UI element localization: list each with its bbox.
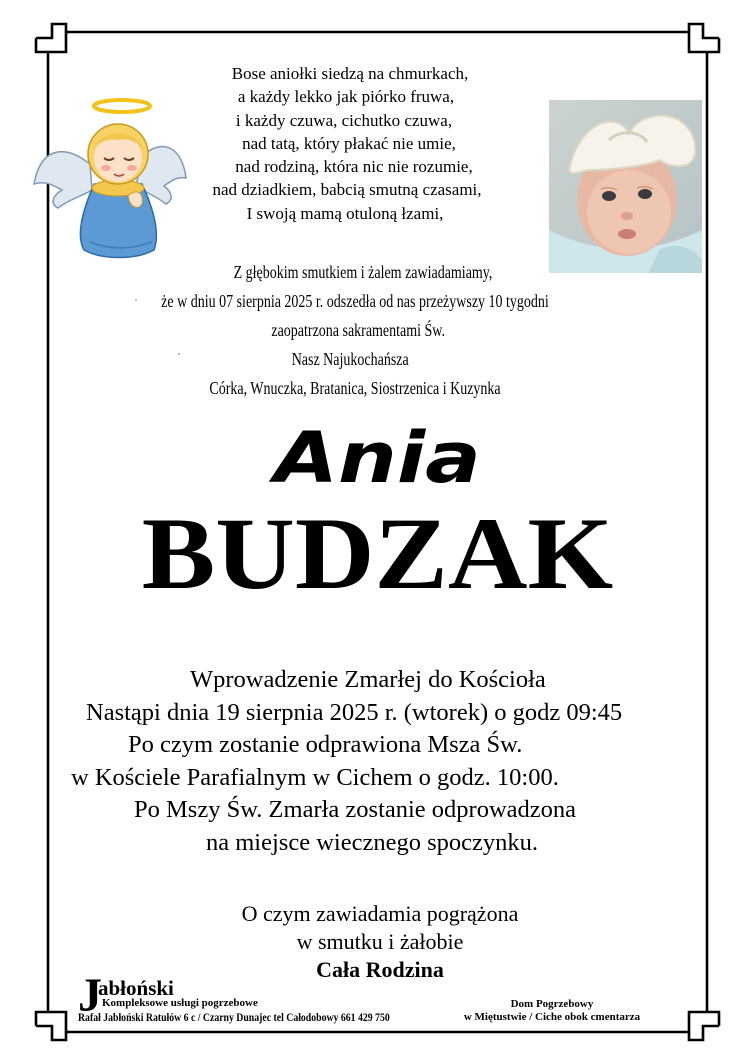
family-signature: Cała Rodzina	[316, 957, 444, 982]
funeral-details	[40, 664, 750, 860]
mortuary-name: Dom Pogrzebowy	[510, 998, 594, 1010]
poem-line: Bose aniołki siedzą na chmurkach,	[231, 64, 469, 83]
logo-name: abłoński	[98, 976, 174, 1000]
death-notice	[151, 258, 559, 403]
closing-section	[180, 900, 580, 984]
poem	[150, 62, 550, 225]
portrait-photo	[549, 100, 702, 273]
funeral-line: Nastąpi dnia 19 sierpnia 2025 r. (wtorek) o godz 09:45	[86, 698, 623, 726]
notice-line: Córka, Wnuczka, Bratanica, Siostrzenica i Kuzynka	[209, 378, 501, 398]
poem-line: nad dziadkiem, babcią smutną czasami,	[212, 180, 482, 200]
funeral-line: Po Mszy Św. Zmarła zostanie odprowadzona	[134, 796, 577, 824]
notice-line: Nasz Najukochańsza	[291, 349, 409, 369]
scan-speck	[178, 353, 180, 355]
notice-line: że w dniu 07 sierpnia 2025 r. odszedła od nas przeżywszy 10 tygodni	[161, 291, 549, 311]
poem-line: I swoją mamą otuloną łzami,	[246, 203, 444, 223]
funeral-line: na miejsce wiecznego spoczynku.	[206, 828, 538, 856]
closing-line: w smutku i żałobie	[296, 929, 464, 954]
funeral-line: Wprowadzenie Zmarłej do Kościoła	[190, 666, 546, 693]
notice-line: zaopatrzona sakramentami Św.	[271, 320, 446, 340]
mortuary-location: w Miętustwie / Ciche obok cmentarza	[463, 1011, 641, 1023]
deceased-surname: BUDZAK	[141, 497, 614, 611]
logo-tagline: Kompleksowe usługi pogrzebowe	[102, 997, 258, 1009]
funeral-home-address: Rafał Jabłoński Ratułów 6 c / Czarny Dunajec tel Całodobowy 661 429 750	[78, 1012, 390, 1024]
poem-line: a każdy lekko jak piórko fruwa,	[237, 87, 455, 107]
scan-speck	[135, 299, 137, 301]
poem-line: nad rodziną, która nic nie rozumie,	[235, 157, 473, 177]
funeral-line: Po czym zostanie odprawiona Msza Św.	[128, 731, 523, 759]
mortuary-info	[432, 998, 672, 1024]
logo-initial: J	[78, 969, 102, 1022]
funeral-line: w Kościele Parafialnym w Cichem o godz. 10:00.	[71, 763, 559, 791]
deceased-first-name: Ania	[274, 417, 481, 499]
poem-line: nad tatą, który płakać nie umie,	[242, 133, 456, 153]
poem-line: i każdy czuwa, cichutko czuwa,	[235, 110, 453, 130]
closing-line: O czym zawiadamia pogrążona	[241, 901, 519, 926]
notice-line: Z głębokim smutkiem i żalem zawiadamiamy,	[233, 262, 493, 282]
